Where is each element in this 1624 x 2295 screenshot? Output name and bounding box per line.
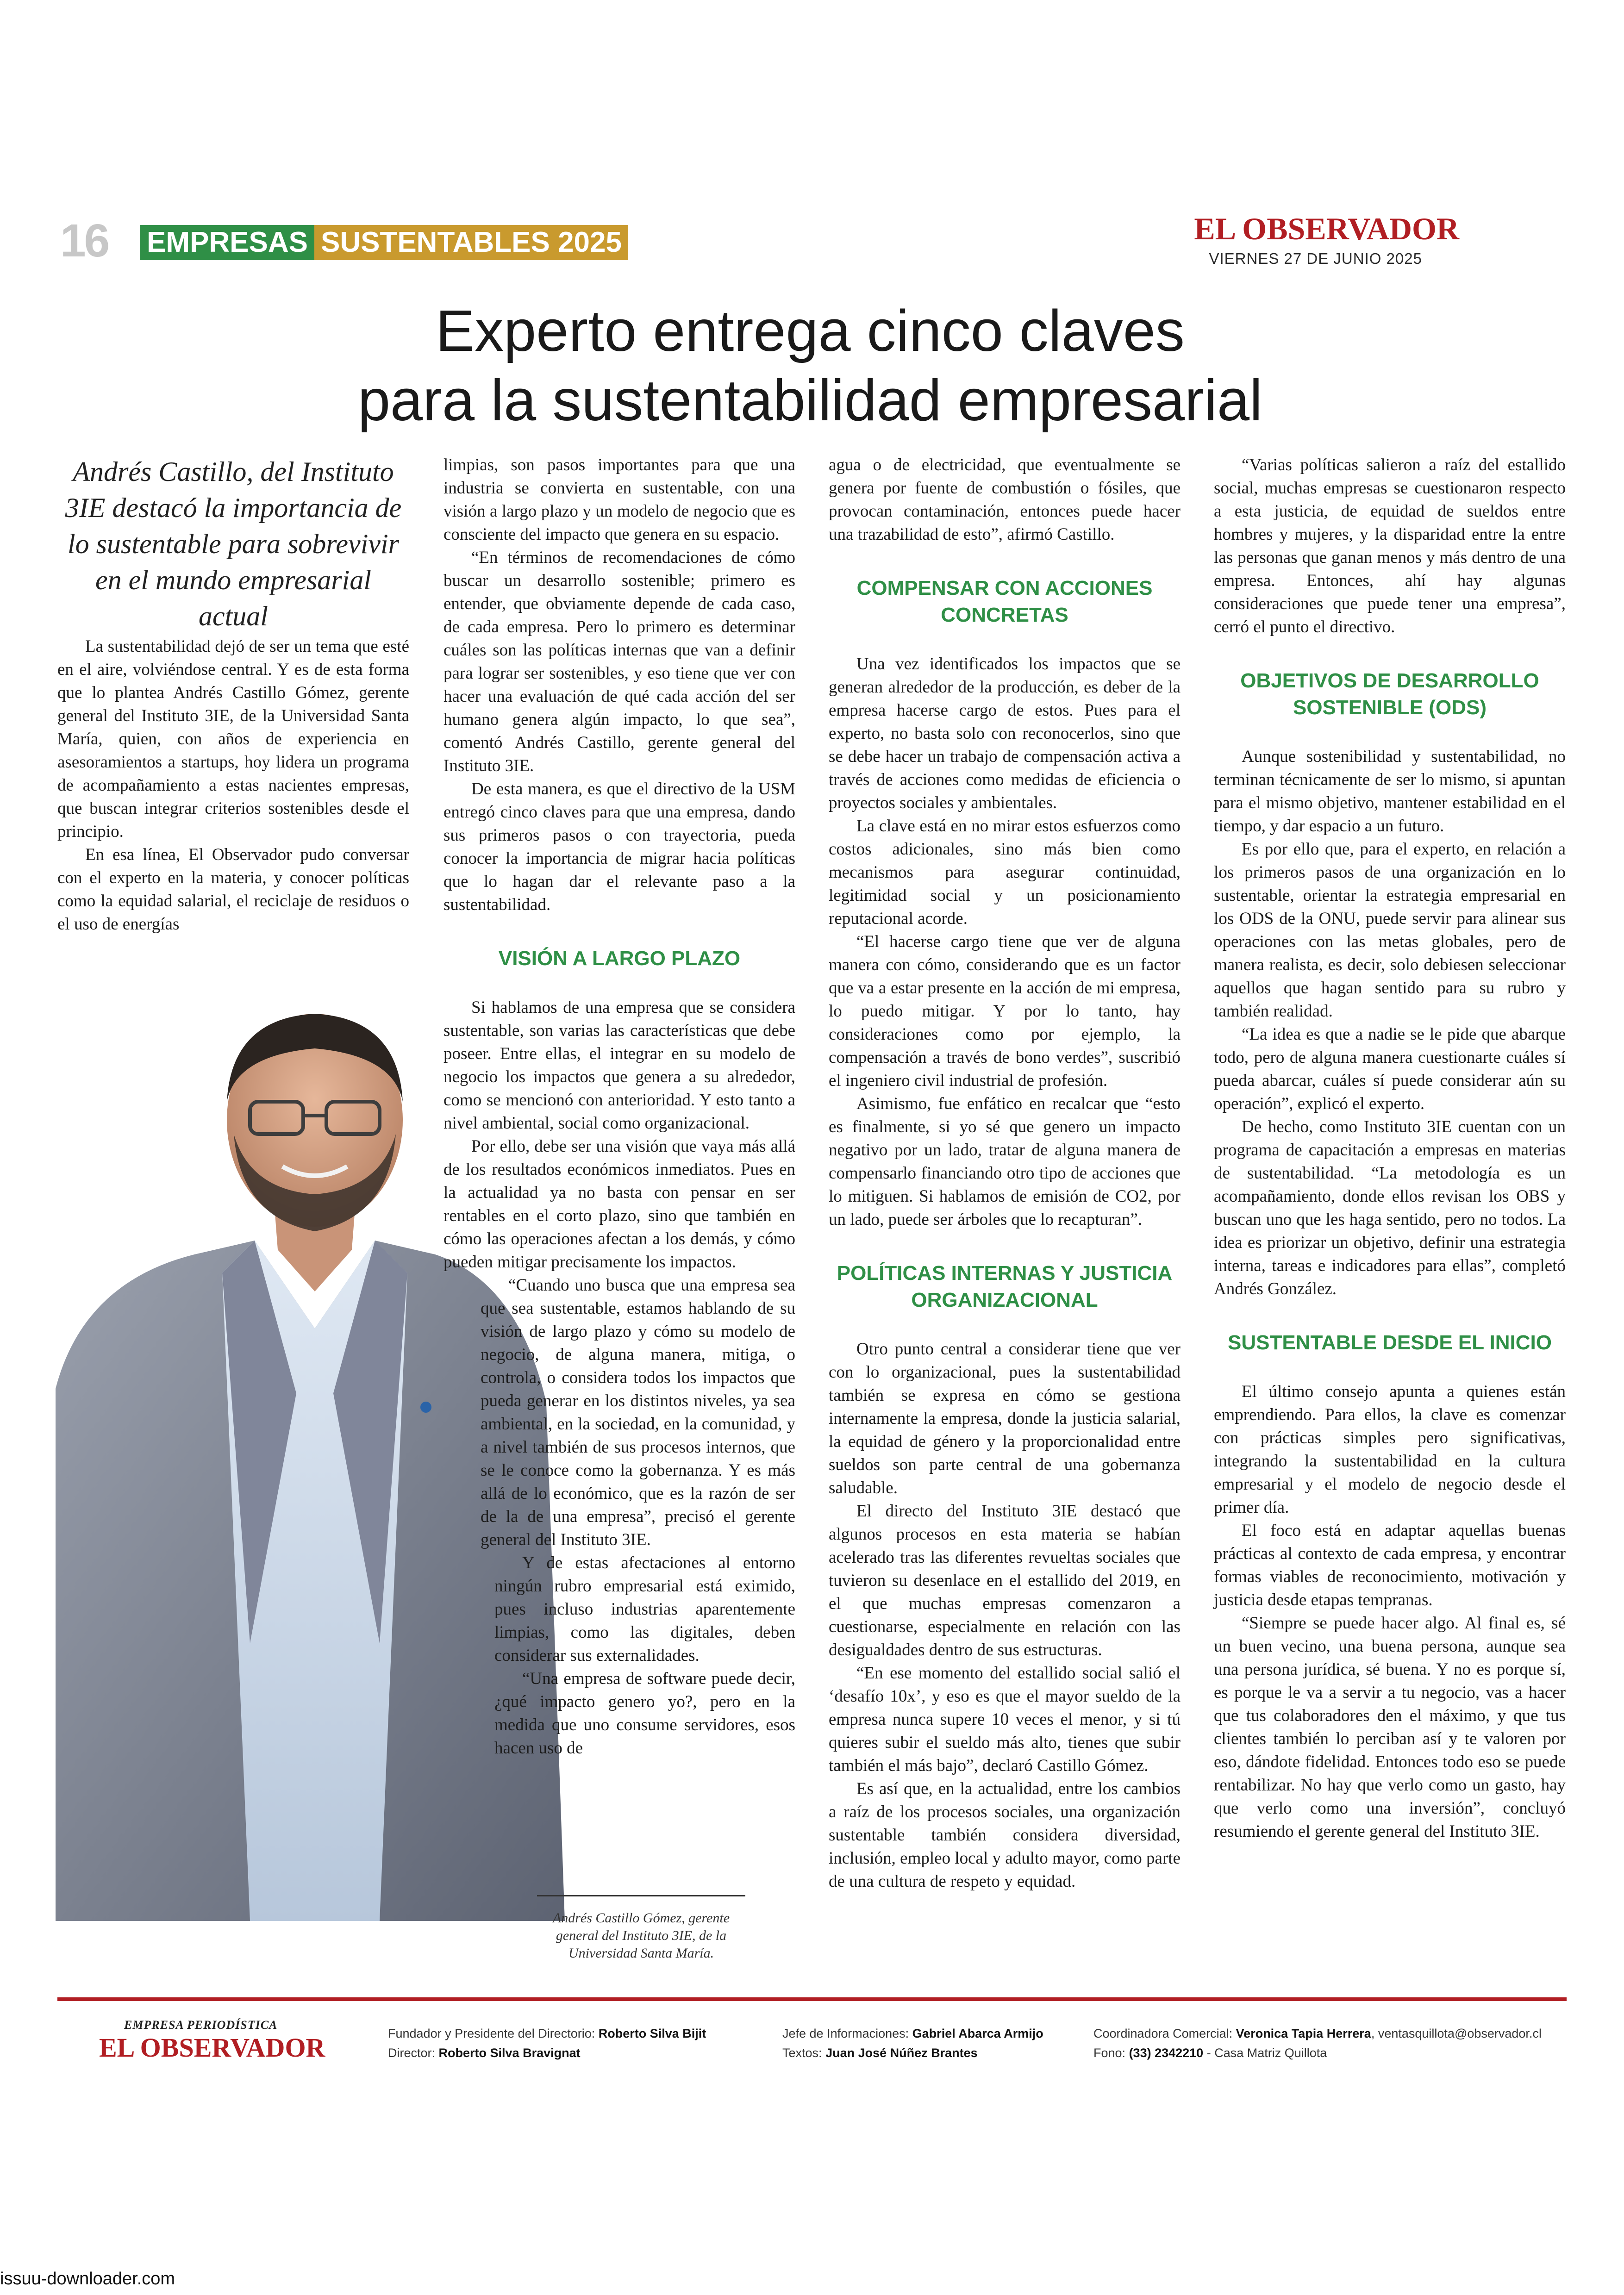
subheading-inicio: SUSTENTABLE DESDE EL INICIO: [1227, 1331, 1552, 1354]
footer-info-chief: [782, 2027, 1043, 2041]
coord-email[interactable]: ventasquillota@observador.cl: [1378, 2027, 1542, 2040]
footer-logo: EL OBSERVADOR: [99, 2033, 325, 2063]
section-tag-part1: EMPRESAS: [140, 225, 314, 260]
paragraph: De esta manera, es que el directivo de la USM entregó cinco claves para que una empresa, dando sus primeros pasos o con trayectoria, pueda conocer la importancia de migrar hacia políticas que lo hagan dar el relevante paso a la sustentabilidad.: [443, 780, 795, 914]
paragraph: Es por ello que, para el experto, en relación a los primeros pasos de una organización en lo sustentable, orientar la estrategia empresarial en los ODS de la ONU, puede servir para alinear sus operaciones con las metas globales, pero de manera realista, es decir, solo debiesen seleccionar aquellos que hagan sentido para su rubro y también realidad.: [1214, 840, 1566, 1021]
article-column-1: [57, 635, 409, 936]
info-name: Gabriel Abarca Armijo: [912, 2027, 1043, 2040]
paragraph: “Cuando uno busca que una empresa sea que sea sustentable, estamos hablando de su visión de largo plazo y cómo su modelo de negocio, de alguna manera, mitiga, o controla, o considera todos los impactos que pueda generar en los distintos niveles, ya sea ambiental, en la sociedad, en la comunidad, y a nivel también de sus procesos internos, que se le conoce como la gobernanza. Y es más allá de lo económico, que es la razón de ser de la de una empresa”, precisó el gerente general del Instituto 3IE.: [481, 1276, 795, 1549]
section-tag: [140, 225, 628, 260]
caption-divider: [537, 1895, 745, 1896]
headline-line-2: para la sustentabilidad empresarial: [357, 368, 1263, 433]
subheading-politicas: POLÍTICAS INTERNAS Y JUSTICIA ORGANIZACIONAL: [837, 1262, 1173, 1311]
paragraph: El foco está en adaptar aquellas buenas prácticas al contexto de cada empresa, y encontrar formas viables de reconocimiento, motivación y justicia desde etapas tempranas.: [1214, 1521, 1566, 1609]
footer-divider: [57, 1997, 1567, 2001]
paragraph: La sustentabilidad dejó de ser un tema que esté en el aire, volviéndose central. Y es de esta forma que lo plantea Andrés Castillo Gómez, gerente general del Instituto 3IE, de la Universidad Santa María, quien, con años de experiencia en asesoramientos a startups, hoy lidera un programa de acompañamiento a estas nacientes empresas, que buscan integrar criterios sostenibles desde el principio.: [57, 637, 409, 841]
photo-caption: Andrés Castillo Gómez, gerente general del Instituto 3IE, de la Universidad Santa María.: [552, 1910, 730, 1961]
info-label: Jefe de Informaciones:: [782, 2027, 909, 2040]
paragraph: De hecho, como Instituto 3IE cuentan con un programa de capacitación a empresas en materias de sustentabilidad. “La metodología es un acompañamiento, donde ellos revisan los OBS y buscan uno que les haga sentido, pero no todos. La idea es priorizar un objetivo, definir una estrategia interna, tareas e indicadores para ellas”, completó Andrés González.: [1214, 1117, 1566, 1298]
paragraph: Una vez identificados los impactos que se generan alrededor de la producción, es deber de la empresa hacerse cargo de estos. Pues para el experto, no basta solo con reconocerlos, sino que se debe hacer un trabajo de compensación activa a través de acciones como medidas de eficiencia o proyectos sociales y ambientales.: [829, 655, 1181, 812]
paragraph: En esa línea, El Observador pudo conversar con el experto en la materia, y conocer políticas como la equidad salarial, el reciclaje de residuos o el uso de energías: [57, 845, 409, 934]
paragraph: “En ese momento del estallido social salió el ‘desafío 10x’, y eso es que el mayor sueldo de la empresa nunca supere 10 veces el menor, y si tú quieres subir el sueldo más alto, tienes que subir también el más bajo”, declaró Castillo Gómez.: [829, 1664, 1181, 1775]
paragraph: Si hablamos de una empresa que se considera sustentable, son varias las características que debe poseer. Entre ellas, el integrar en su modelo de negocio los impactos que genera a su alrededor, como se mencionó con anterioridad. Y esto tanto a nivel ambiental, social como organizacional.: [443, 998, 795, 1133]
phone-number: (33) 2342210: [1129, 2046, 1204, 2060]
article-headline: [324, 296, 1296, 435]
paragraph: “Una empresa de software puede decir, ¿qué impacto genero yo?, pero en la medida que uno consume servidores, esos hacen uso de: [494, 1669, 795, 1758]
subheading-ods: OBJETIVOS DE DESARROLLO SOSTENIBLE (ODS): [1240, 669, 1539, 719]
footer-coordinator: Coordinadora Comercial: Veronica Tapia Herrera, ventasquillota@observador.cl: [1093, 2027, 1542, 2040]
subheading-vision: VISIÓN A LARGO PLAZO: [498, 947, 741, 970]
footer-director: [388, 2046, 581, 2060]
paragraph: El último consejo apunta a quienes están emprendiendo. Para ellos, la clave es comenzar con prácticas simples pero significativas, integrando la sustentabilidad en la cultura empresarial y el modelo de negocio desde el primer día.: [1214, 1382, 1566, 1517]
paragraph: La clave está en no mirar estos esfuerzos como costos adicionales, sino más bien como mecanismos para asegurar continuidad, legitimidad social y un posicionamiento reputacional acorde.: [829, 817, 1181, 928]
paragraph: agua o de electricidad, que eventualmente se genera por fuente de combustión o fósiles, que provocan contaminación, entonces puede hacer una trazabilidad de esto”, afirmó Castillo.: [829, 455, 1181, 544]
footer-phone: [1093, 2046, 1327, 2060]
paragraph: Aunque sostenibilidad y sustentabilidad, no terminan técnicamente de ser lo mismo, si apuntan para el mismo objetivo, mantener estabilidad en el tiempo, y dar espacio a un futuro.: [1214, 747, 1566, 836]
footer-tagline: EMPRESA PERIODÍSTICA: [124, 2018, 278, 2032]
paragraph: “Siempre se puede hacer algo. Al final es, sé un buen vecino, una buena persona, aunque sea una persona jurídica, sé buena. Y no es porque sí, es porque le va a servir a tu negocio, vas a hacer que tus colaboradores den el máximo, y que tus clientes también lo perciban así y te valoren por eso, dándote fidelidad. Entonces todo eso se puede rentabilizar. No hay que verlo como un gasto, hay que verlo como una inversión”, concluyó resumiendo el gerente general del Instituto 3IE.: [1214, 1614, 1566, 1841]
paragraph: “Varias políticas salieron a raíz del estallido social, muchas empresas se cuestionaron respecto a esta justicia, de equidad de sueldos entre hombres y mujeres, y la disparidad entre la entre las personas que ganan menos y más dentro de una empresa. Entonces, ahí hay algunas consideraciones que puede tener una empresa”, cerró el punto el directivo.: [1214, 455, 1566, 636]
paragraph: limpias, son pasos importantes para que una industria se convierta en sustentable, con una visión a largo plazo y un modelo de negocio que es consciente del impacto que genera en su espacio.: [443, 455, 795, 544]
article-column-2: [443, 454, 795, 1760]
texts-label: Textos:: [782, 2046, 822, 2060]
issue-date: VIERNES 27 DE JUNIO 2025: [1209, 250, 1422, 267]
paragraph: Otro punto central a considerar tiene que ver con lo organizacional, pues la sustentabilidad también se expresa en cómo se gestiona internamente la empresa, donde la justicia salarial, la equidad de género y la proporcionalidad entre sueldos son parte central de una gobernanza saludable.: [829, 1340, 1181, 1497]
coord-label: Coordinadora Comercial:: [1093, 2027, 1233, 2040]
article-column-3: [829, 454, 1181, 1893]
director-label: Director:: [388, 2046, 436, 2060]
footer-address: - Casa Matriz Quillota: [1206, 2046, 1327, 2060]
phone-label: Fono:: [1093, 2046, 1126, 2060]
footer-founder: [388, 2027, 706, 2041]
paragraph: “La idea es que a nadie se le pide que abarque todo, pero de alguna manera cuestionarte cuáles sí pueda abarcar, cuáles sí puede considerar aún su operación”, explicó el experto.: [1214, 1025, 1566, 1113]
paragraph: Por ello, debe ser una visión que vaya más allá de los resultados económicos inmediatos. Pues en la actualidad ya no basta con pensar en ser rentables en el corto plazo, sino que también en cómo las operaciones afectan a los demás, y cómo pueden mitigar precisamente los impactos.: [443, 1137, 795, 1272]
founder-label: Fundador y Presidente del Directorio:: [388, 2027, 595, 2040]
texts-name: Juan José Núñez Brantes: [825, 2046, 978, 2060]
subheading-compensar: COMPENSAR CON ACCIONES CONCRETAS: [856, 577, 1153, 626]
paragraph: “El hacerse cargo tiene que ver de alguna manera con cómo, considerando que es un factor que va a estar presente en la acción de mi empresa, lo puedo mitigar. Y por lo tanto, hay consideraciones como por ejemplo, la compensación a través de bono verdes”, suscribió el ingeniero civil industrial de profesión.: [829, 932, 1181, 1090]
paragraph: “En términos de recomendaciones de cómo buscar un desarrollo sostenible; primero es entender, que obviamente depende de cada caso, de cada empresa. Pero lo primero es determinar cuáles son las políticas internas que van a definir para lograr ser sostenibles, y eso tiene que ver con hacer una evaluación de qué cada acción del ser humano genera algún impacto, lo que sea”, comentó Andrés Castillo, gerente general del Instituto 3IE.: [443, 548, 795, 775]
watermark: issuu-downloader.com: [0, 2269, 175, 2289]
headline-line-1: Experto entrega cinco claves: [436, 298, 1185, 363]
page-number: 16: [60, 215, 108, 267]
masthead-logo: EL OBSERVADOR: [1194, 211, 1459, 246]
paragraph: Y de estas afectaciones al entorno ningún rubro empresarial está eximido, pues incluso industrias aparentemente limpias, como las digitales, deben considerar sus externalidades.: [494, 1553, 795, 1665]
article-column-4: [1214, 454, 1566, 1843]
paragraph: Asimismo, fue enfático en recalcar que “esto es finalmente, si yo sé que genero un impacto negativo por un lado, tratar de alguna manera de compensarlo financiando otro tipo de acciones que lo mitiguen. Si hablamos de emisión de CO2, por un lado, puede ser árboles que lo recapturan”.: [829, 1094, 1181, 1229]
founder-name: Roberto Silva Bijit: [598, 2027, 706, 2040]
footer-texts: [782, 2046, 978, 2060]
section-tag-part2: SUSTENTABLES 2025: [314, 225, 628, 260]
paragraph: El directo del Instituto 3IE destacó que algunos procesos en esta materia se habían acelerado tras las diferentes revueltas sociales que tuvieron su desenlace en el estallido del 2019, en el que muchas empresas comenzaron a cuestionarse, especialmente en relación con las desigualdades dentro de sus estructuras.: [829, 1502, 1181, 1659]
paragraph: Es así que, en la actualidad, entre los cambios a raíz de los procesos sociales, una organización sustentable también considera diversidad, inclusión, empleo local y adulto mayor, como parte de una cultura de respeto y equidad.: [829, 1779, 1181, 1891]
article-deck: Andrés Castillo, del Instituto 3IE destacó la importancia de lo sustentable para sobrevivir en el mundo empresarial actual: [65, 456, 402, 631]
coord-name: Veronica Tapia Herrera: [1236, 2027, 1371, 2040]
director-name: Roberto Silva Bravignat: [438, 2046, 581, 2060]
